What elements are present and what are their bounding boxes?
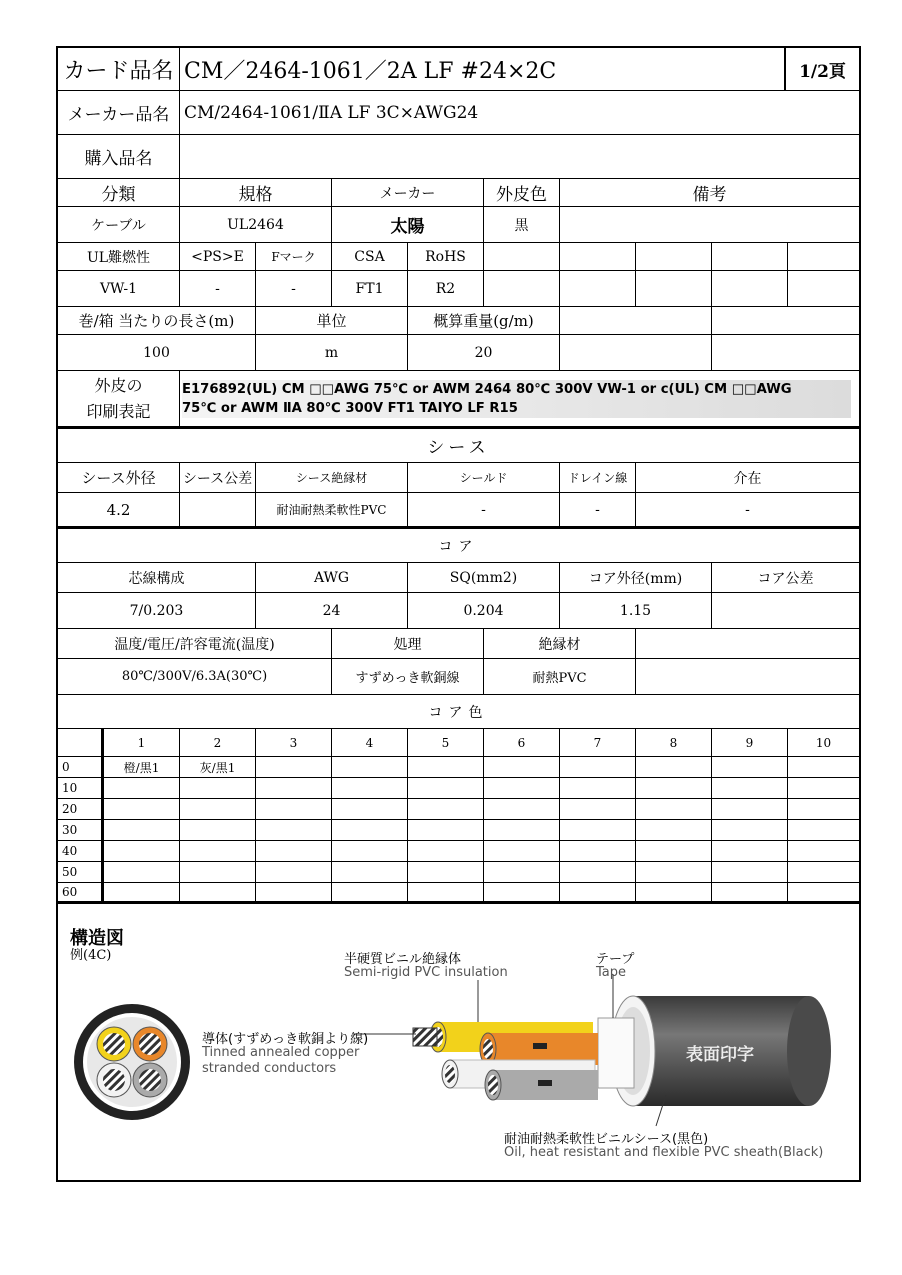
sheath-value-shield: - (408, 493, 560, 526)
insulation-label-jp: 半硬質ビニル絶縁体 (344, 952, 462, 967)
sheath-label-jp: 耐油耐熱柔軟性ビニルシース(黒色) (504, 1132, 709, 1147)
core-color-cell (636, 757, 712, 777)
maker-name-row (58, 91, 859, 135)
class-header-standard: 規格 (180, 179, 332, 206)
core-color-cell (636, 778, 712, 798)
core-value-rating: 80℃/300V/6.3A(30℃) (58, 659, 332, 694)
core-color-cell (788, 757, 859, 777)
core-color-cell (788, 883, 859, 901)
core-color-row-label: 0 (58, 757, 104, 777)
std-header-blank2 (560, 243, 636, 270)
core-color-cell (636, 820, 712, 840)
core-header-strand: 芯線構成 (58, 563, 256, 592)
core-color-col-7: 7 (560, 729, 636, 756)
surface-print-label: 表面印字 (686, 1045, 754, 1065)
class-header-remarks: 備考 (692, 185, 727, 205)
core-color-cell (180, 841, 256, 861)
length-value-row (58, 335, 859, 371)
core-color-row-label: 30 (58, 820, 104, 840)
core-color-row-label: 50 (58, 862, 104, 882)
core-color-cell (408, 841, 484, 861)
core-color-cell (712, 799, 788, 819)
core-header2-row (58, 629, 859, 659)
core-color-cell (104, 778, 180, 798)
core-color-cell (180, 778, 256, 798)
print-notation-row (58, 371, 859, 429)
core-color-row-label: 40 (58, 841, 104, 861)
structure-diagram (58, 910, 859, 1182)
std-value-blank2 (560, 271, 636, 306)
sheath-value-od: 4.2 (58, 493, 180, 526)
core-color-row-label: 20 (58, 799, 104, 819)
std-value-blank5 (788, 271, 859, 306)
core-title-row (58, 529, 859, 563)
core-color-cell (332, 757, 408, 777)
core-color-cell (636, 799, 712, 819)
core-color-col-6: 6 (484, 729, 560, 756)
length-header-blank2 (712, 307, 859, 334)
core-color-row (58, 799, 859, 820)
core-header-od: コア外径(mm) (560, 563, 712, 592)
core-color-cell (256, 820, 332, 840)
core-color-cell (256, 799, 332, 819)
print-notation-text (180, 371, 859, 426)
core-color-row (58, 862, 859, 883)
length-header-weight: 概算重量(g/m) (408, 307, 560, 334)
core-color-cell (104, 820, 180, 840)
core-color-col-9: 9 (712, 729, 788, 756)
core-color-row-label: 10 (58, 778, 104, 798)
print-label-line2: 印刷表記 (86, 401, 151, 421)
cross-section (74, 1004, 190, 1120)
core-value-sq: 0.204 (408, 593, 560, 628)
card-name-value: CM／2464-1061／2A LF #24×2C (180, 48, 785, 90)
core-color-cell (560, 799, 636, 819)
core-color-cell (332, 862, 408, 882)
core-color-cell (408, 757, 484, 777)
core-value-awg: 24 (256, 593, 408, 628)
core-color-cell (408, 862, 484, 882)
maker-name-value: CM/2464-1061/ⅡA LF 3C×AWG24 (184, 102, 479, 123)
length-header-row (58, 307, 859, 335)
core-color-cell (560, 862, 636, 882)
sheath-header-shield: シールド (408, 463, 560, 492)
core-color-cell (332, 883, 408, 901)
purchase-name-row (58, 135, 859, 179)
core-color-row (58, 841, 859, 862)
page-number: 1/2頁 (785, 48, 859, 90)
sheath-value-material: 耐油耐熱柔軟性PVC (256, 493, 408, 526)
core-color-cell (788, 778, 859, 798)
core-color-corner (58, 729, 104, 756)
print-text-line2: 75℃ or AWM ⅡA 80℃ 300V FT1 TAIYO LF R15 (182, 399, 851, 418)
std-value-blank3 (636, 271, 712, 306)
core-color-cell (408, 778, 484, 798)
gray-wire (485, 1070, 598, 1100)
std-value-fmark: - (256, 271, 332, 306)
core-header-row (58, 563, 859, 593)
std-value-csa: FT1 (332, 271, 408, 306)
sheath-header-od: シース外径 (58, 463, 180, 492)
conductor-label-en2: stranded conductors (202, 1061, 337, 1076)
core-color-cell (408, 799, 484, 819)
std-header-blank5 (788, 243, 859, 270)
std-value-blank4 (712, 271, 788, 306)
core-color-cell (636, 862, 712, 882)
core-color-cell (788, 841, 859, 861)
std-header-blank1 (484, 243, 560, 270)
core-color-cell (332, 778, 408, 798)
core-color-cell (180, 799, 256, 819)
core-value2-blank (636, 659, 859, 694)
core-value-strand: 7/0.203 (58, 593, 256, 628)
core-color-row (58, 820, 859, 841)
class-value-remarks (560, 207, 859, 242)
core-color-cell (712, 778, 788, 798)
classification-value-row (58, 207, 859, 243)
length-value-blank2 (712, 335, 859, 370)
core-color-cell (560, 883, 636, 901)
std-value-blank1 (484, 271, 560, 306)
class-header-category: 分類 (58, 179, 180, 206)
core-color-col-4: 4 (332, 729, 408, 756)
core-color-cell (332, 820, 408, 840)
sheath-value-filler: - (745, 501, 750, 518)
core-color-cell (256, 883, 332, 901)
standards-value-row (58, 271, 859, 307)
core-color-cell (484, 841, 560, 861)
core-color-col-3: 3 (256, 729, 332, 756)
core-color-col-8: 8 (636, 729, 712, 756)
core-color-cell (484, 757, 560, 777)
classification-header-row (58, 179, 859, 207)
core-value-tolerance (712, 593, 859, 628)
class-value-standard: UL2464 (180, 207, 332, 242)
length-value-per-reel: 100 (58, 335, 256, 370)
length-header-blank1 (560, 307, 712, 334)
core-header-awg: AWG (256, 563, 408, 592)
core-color-cell (636, 883, 712, 901)
core-color-cell (560, 820, 636, 840)
core-color-cell (332, 841, 408, 861)
core-color-cell (256, 778, 332, 798)
sheath-header-row (58, 463, 859, 493)
std-header-blank3 (636, 243, 712, 270)
core-color-cell (560, 841, 636, 861)
std-value-pse: - (180, 271, 256, 306)
core-header-treatment: 処理 (332, 629, 484, 658)
core-header-tolerance: コア公差 (757, 570, 814, 587)
core-color-cell (484, 778, 560, 798)
core-header-rating: 温度/電圧/許容電流(温度) (58, 629, 332, 658)
maker-name-label: メーカー品名 (58, 91, 180, 134)
core-color-row (58, 883, 859, 904)
core-color-cell (180, 862, 256, 882)
std-header-pse: <PS>E (180, 243, 256, 270)
conductor-label-en1: Tinned annealed copper (202, 1045, 360, 1060)
sheath-header-drain: ドレイン線 (560, 463, 636, 492)
core-value-od: 1.15 (560, 593, 712, 628)
core-color-cell (104, 841, 180, 861)
tape-label-en: Tape (596, 965, 627, 980)
core-color-cell (484, 799, 560, 819)
core-color-col-5: 5 (408, 729, 484, 756)
purchase-name-label: 購入品名 (58, 135, 180, 178)
core-header-insulation: 絶縁材 (484, 629, 636, 658)
length-value-unit: m (256, 335, 408, 370)
core-color-cell (332, 799, 408, 819)
insulation-label-en: Semi-rigid PVC insulation (344, 965, 508, 980)
tape-layer (598, 1018, 634, 1088)
print-notation-label (58, 371, 180, 426)
core-color-cell: 橙/黒1 (104, 757, 180, 777)
class-value-category: ケーブル (58, 207, 180, 242)
core-color-cell (484, 820, 560, 840)
sheath-value-row (58, 493, 859, 529)
core-color-header-row (58, 729, 859, 757)
core-color-title-row (58, 695, 859, 729)
core-title: コア (438, 538, 479, 555)
sheath-title-row (58, 429, 859, 463)
core-color-row (58, 778, 859, 799)
core-color-cell: 灰/黒1 (180, 757, 256, 777)
sheath-label-en: Oil, heat resistant and flexible PVC sheath(Black) (504, 1145, 824, 1160)
std-value-rohs: R2 (408, 271, 484, 306)
core-color-cell (788, 799, 859, 819)
core-color-cell (712, 883, 788, 901)
core-color-col-10: 10 (815, 735, 832, 750)
card-name-row (58, 48, 859, 91)
core-color-cell (104, 883, 180, 901)
core-color-title: コア色 (428, 704, 489, 721)
core-color-cell (560, 757, 636, 777)
length-header-per-reel: 巻/箱 当たりの長さ(m) (58, 307, 256, 334)
core-color-cell (408, 883, 484, 901)
class-value-color: 黒 (484, 207, 560, 242)
class-value-maker: 太陽 (332, 207, 484, 242)
conductor-label-jp: 導体(すずめっき軟銅より線) (202, 1032, 369, 1047)
tape-label-jp: テープ (596, 952, 635, 967)
core-color-cell (560, 778, 636, 798)
core-color-cell (408, 820, 484, 840)
core-value-row (58, 593, 859, 629)
core-color-cell (788, 862, 859, 882)
core-value-insulation: 耐熱PVC (484, 659, 636, 694)
core-color-cell (104, 799, 180, 819)
sheath-header-material: シース絶縁材 (256, 463, 408, 492)
std-header-ul: UL難燃性 (58, 243, 180, 270)
core-color-cell (484, 883, 560, 901)
core-color-cell (712, 841, 788, 861)
core-color-cell (256, 862, 332, 882)
sheath-header-tolerance: シース公差 (180, 463, 256, 492)
core-color-col-1: 1 (104, 729, 180, 756)
card-name-label: カード品名 (58, 48, 180, 90)
std-header-rohs: RoHS (408, 243, 484, 270)
core-color-cell (256, 841, 332, 861)
std-value-ul: VW-1 (58, 271, 180, 306)
class-header-color: 外皮色 (484, 179, 560, 206)
class-header-maker: メーカー (332, 179, 484, 206)
sheath-value-drain: - (560, 493, 636, 526)
diagram-subtitle: 例(4C) (70, 948, 112, 963)
length-value-blank1 (560, 335, 712, 370)
core-color-cell (104, 862, 180, 882)
std-header-blank4 (712, 243, 788, 270)
core-color-cell (180, 883, 256, 901)
core-header-sq: SQ(mm2) (408, 563, 560, 592)
core-header2-blank (636, 629, 859, 658)
core-color-cell (484, 862, 560, 882)
standards-header-row (58, 243, 859, 271)
spec-sheet (56, 46, 861, 1182)
core-color-col-2: 2 (180, 729, 256, 756)
core-color-cell (712, 757, 788, 777)
diagram-title: 構造図 (70, 928, 124, 949)
core-color-cell (256, 757, 332, 777)
core-value2-row (58, 659, 859, 695)
core-color-row (58, 757, 859, 778)
core-color-cell (180, 820, 256, 840)
sheath-value-tolerance (180, 493, 256, 526)
length-value-weight: 20 (408, 335, 560, 370)
purchase-name-value (180, 135, 859, 178)
std-header-fmark: Fマーク (256, 243, 332, 270)
length-header-unit: 単位 (256, 307, 408, 334)
sheath-title: シース (427, 438, 490, 458)
std-header-csa: CSA (332, 243, 408, 270)
core-value-treatment: すずめっき軟銅線 (332, 659, 484, 694)
print-text-line1: E176892(UL) CM □□AWG 75℃ or AWM 2464 80℃ 300V VW-1 or c(UL) CM □□AWG (182, 380, 851, 399)
print-label-line1: 外皮の (94, 375, 143, 395)
core-color-row-label: 60 (58, 883, 104, 901)
sheath-header-filler: 介在 (733, 470, 762, 487)
core-color-cell (712, 862, 788, 882)
core-color-cell (712, 820, 788, 840)
core-color-cell (788, 820, 859, 840)
core-color-cell (636, 841, 712, 861)
